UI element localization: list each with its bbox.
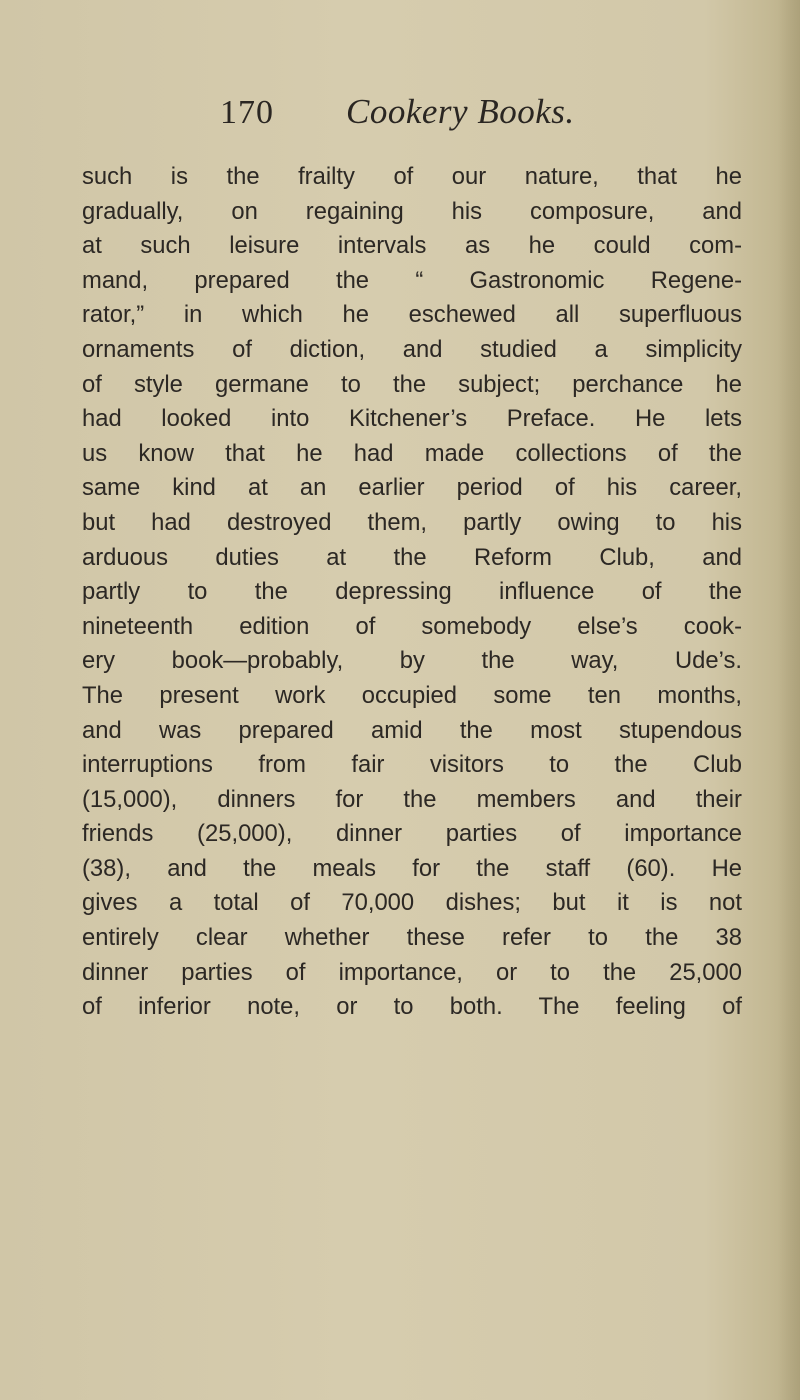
- text-line: gives a total of 70,000 dishes; but it is not: [82, 889, 742, 917]
- page-header: [220, 92, 575, 138]
- text-line: interruptions from fair visitors to the Club: [82, 751, 742, 779]
- text-line: mand, prepared the “ Gastronomic Regene-: [82, 266, 742, 294]
- text-line: of style germane to the subject; perchance he: [82, 370, 742, 398]
- body-paragraph: [82, 160, 742, 1025]
- text-line: such is the frailty of our nature, that he: [82, 163, 742, 190]
- text-line: at such leisure intervals as he could com-: [82, 232, 742, 260]
- text-line: and was prepared amid the most stupendous: [82, 716, 742, 744]
- page-number: 170: [220, 94, 274, 131]
- text-line: ornaments of diction, and studied a simplicity: [82, 335, 742, 363]
- text-line: dinner parties of importance, or to the 25,000: [82, 958, 742, 986]
- text-line: had looked into Kitchener’s Preface. He lets: [82, 405, 742, 433]
- text-line: The present work occupied some ten months,: [82, 681, 742, 709]
- text-line: same kind at an earlier period of his career,: [82, 474, 742, 502]
- text-line: us know that he had made collections of the: [82, 439, 742, 467]
- text-line: entirely clear whether these refer to the 38: [82, 924, 742, 952]
- text-line: of inferior note, or to both. The feeling of: [82, 993, 742, 1021]
- running-title: Cookery Books.: [346, 92, 575, 131]
- text-line: but had destroyed them, partly owing to his: [82, 508, 742, 536]
- page-edge-shadow: [778, 0, 800, 1400]
- text-line: gradually, on regaining his composure, and: [82, 197, 742, 225]
- text-line: (15,000), dinners for the members and their: [82, 785, 742, 813]
- text-line: ery book—probably, by the way, Ude’s.: [82, 647, 742, 675]
- text-line: friends (25,000), dinner parties of importance: [82, 820, 742, 848]
- text-line: partly to the depressing influence of the: [82, 578, 742, 606]
- text-line: nineteenth edition of somebody else’s cook-: [82, 612, 742, 640]
- text-line: (38), and the meals for the staff (60). He: [82, 854, 742, 882]
- text-line: rator,” in which he eschewed all superfluous: [82, 301, 742, 329]
- text-line: arduous duties at the Reform Club, and: [82, 543, 742, 571]
